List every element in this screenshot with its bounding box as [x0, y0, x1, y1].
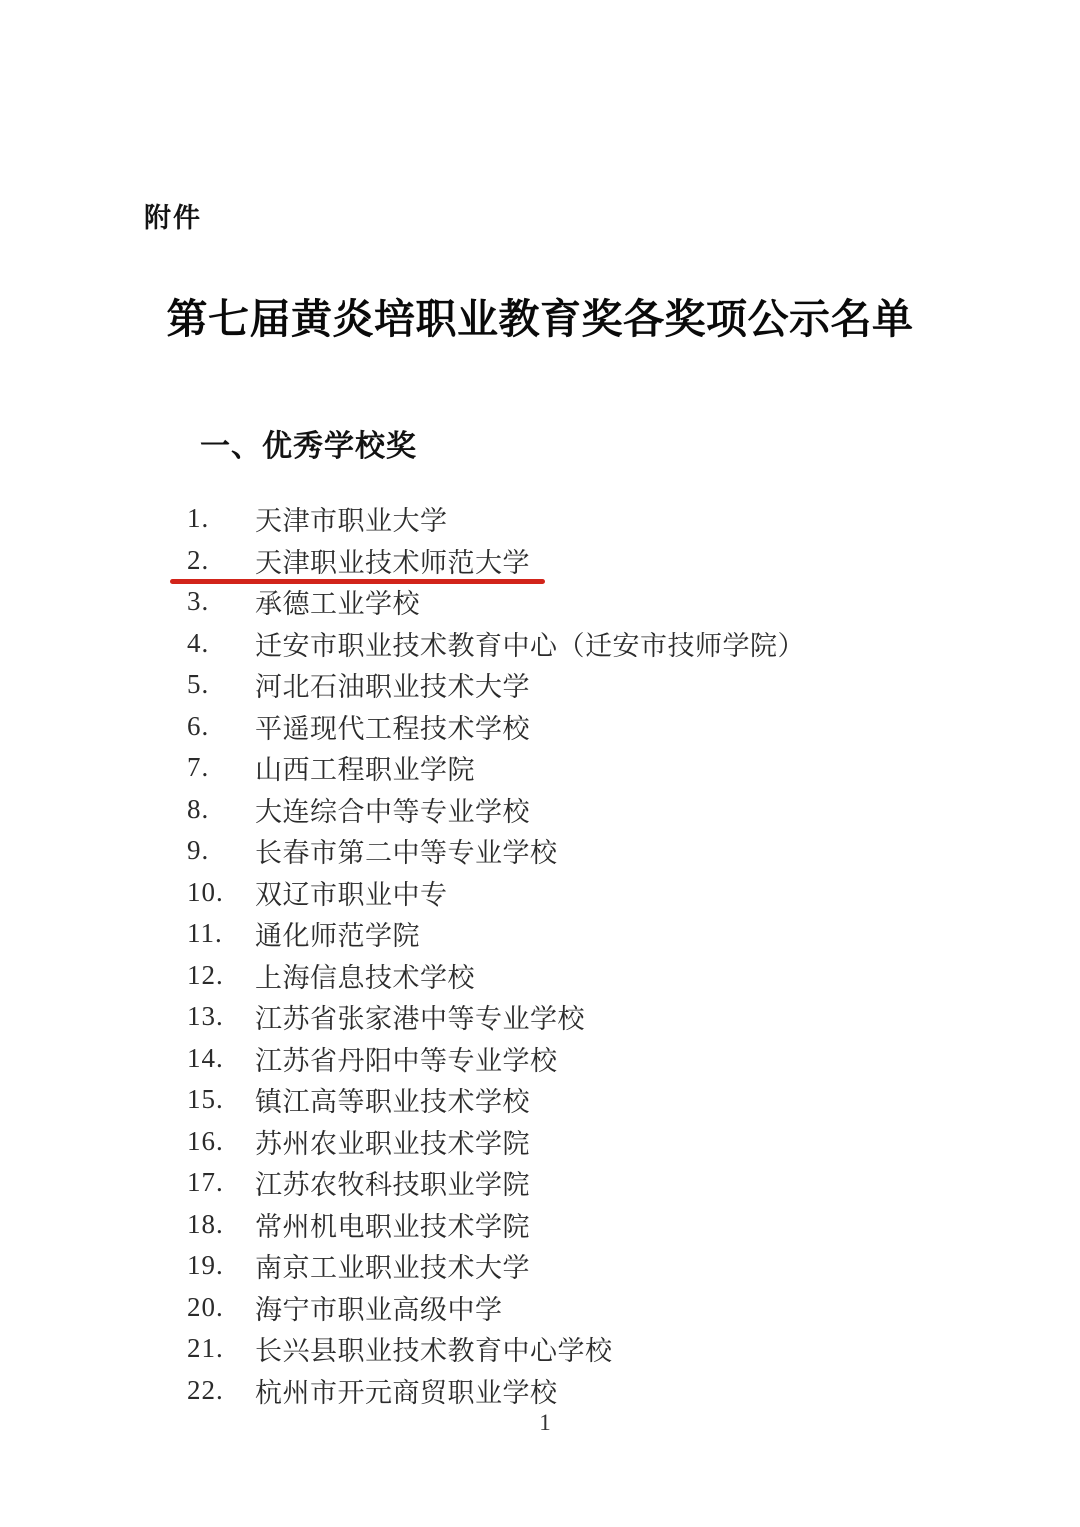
school-name: 双辽市职业中专 [255, 879, 448, 910]
item-number: 15. [187, 1084, 224, 1115]
list-item [187, 1328, 805, 1370]
school-name: 江苏农牧科技职业学院 [255, 1170, 530, 1201]
list-item [187, 664, 805, 706]
section-heading: 一、优秀学校奖 [200, 430, 417, 463]
list-item [187, 789, 805, 831]
item-number: 7. [187, 752, 210, 783]
item-number: 9. [187, 835, 210, 866]
school-name: 河北石油职业技术大学 [255, 672, 530, 703]
school-name: 天津市职业大学 [255, 506, 448, 537]
list-item [187, 747, 805, 789]
item-number: 20. [187, 1291, 224, 1322]
school-name: 江苏省张家港中等专业学校 [255, 1004, 585, 1035]
item-number: 12. [187, 959, 224, 990]
list-item [187, 1245, 805, 1287]
school-name: 长兴县职业技术教育中心学校 [255, 1336, 613, 1367]
document-title: 第七届黄炎培职业教育奖各奖项公示名单 [166, 296, 914, 342]
list-item [187, 1079, 805, 1121]
school-name: 承德工业学校 [255, 589, 420, 620]
list-item [187, 581, 805, 623]
school-name: 山西工程职业学院 [255, 755, 475, 786]
list-item [187, 830, 805, 872]
school-name: 大连综合中等专业学校 [255, 796, 530, 827]
list-item [187, 955, 805, 997]
item-number: 11. [187, 918, 223, 949]
school-list [187, 498, 805, 1411]
school-name: 镇江高等职业技术学校 [255, 1087, 530, 1118]
item-number: 3. [187, 586, 210, 617]
item-number: 5. [187, 669, 210, 700]
school-name: 海宁市职业高级中学 [255, 1294, 503, 1325]
school-name: 常州机电职业技术学院 [255, 1211, 530, 1242]
list-item [187, 996, 805, 1038]
school-name: 苏州农业职业技术学院 [255, 1128, 530, 1159]
school-name: 长春市第二中等专业学校 [255, 838, 558, 869]
item-number: 1. [187, 503, 210, 534]
list-item [187, 623, 805, 665]
item-number: 21. [187, 1333, 224, 1364]
item-number: 14. [187, 1042, 224, 1073]
school-name: 南京工业职业技术大学 [255, 1253, 530, 1284]
page-number: 1 [539, 1410, 551, 1435]
item-number: 18. [187, 1208, 224, 1239]
list-item [187, 706, 805, 748]
list-item [187, 540, 805, 582]
school-name: 杭州市开元商贸职业学校 [255, 1377, 558, 1408]
item-number: 6. [187, 710, 210, 741]
item-number: 17. [187, 1167, 224, 1198]
attachment-label: 附件 [144, 203, 202, 233]
school-name: 迁安市职业技术教育中心（迁安市技师学院） [255, 630, 805, 661]
school-name: 上海信息技术学校 [255, 962, 475, 993]
school-name: 平遥现代工程技术学校 [255, 713, 530, 744]
item-number: 2. [187, 544, 210, 575]
item-number: 4. [187, 627, 210, 658]
item-number: 13. [187, 1001, 224, 1032]
school-name: 通化师范学院 [255, 921, 420, 952]
list-item [187, 872, 805, 914]
list-item [187, 1287, 805, 1329]
list-item [187, 1162, 805, 1204]
list-item [187, 913, 805, 955]
list-item [187, 1121, 805, 1163]
item-number: 8. [187, 793, 210, 824]
school-name: 江苏省丹阳中等专业学校 [255, 1045, 558, 1076]
list-item [187, 498, 805, 540]
item-number: 16. [187, 1125, 224, 1156]
list-item [187, 1370, 805, 1412]
school-name: 天津职业技术师范大学 [255, 547, 530, 578]
item-number: 10. [187, 876, 224, 907]
item-number: 22. [187, 1374, 224, 1405]
list-item [187, 1038, 805, 1080]
list-item [187, 1204, 805, 1246]
item-number: 19. [187, 1250, 224, 1281]
